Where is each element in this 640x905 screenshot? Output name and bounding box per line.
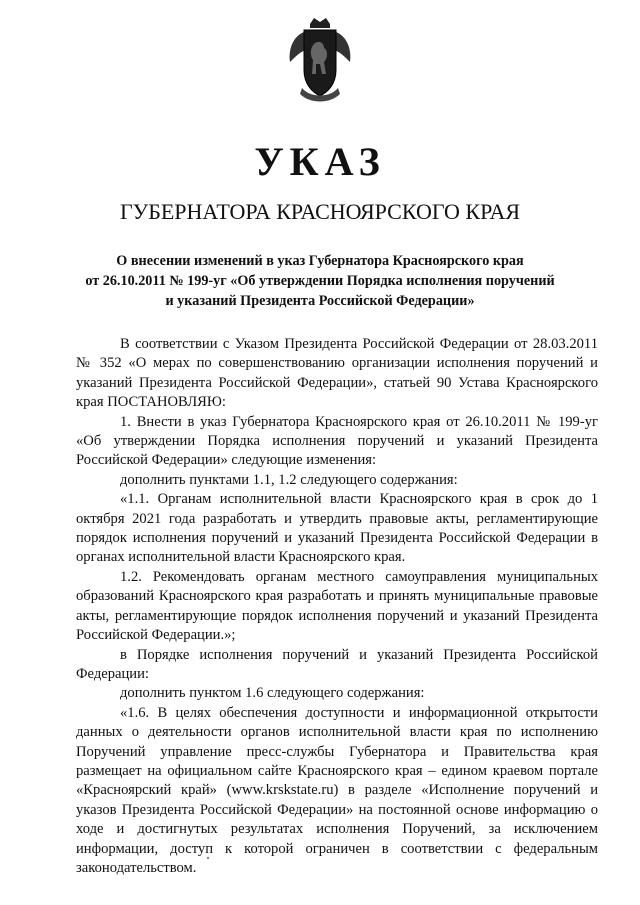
subject-line: и указаний Президента Российской Федерации» <box>165 293 475 309</box>
paragraph-amend-1: дополнить пунктами 1.1, 1.2 следующего содержания: <box>120 471 458 488</box>
subject-line: от 26.10.2011 № 199-уг «Об утверждении Порядка исполнения поручений <box>85 273 555 289</box>
issuer-title: ГУБЕРНАТОРА КРАСНОЯРСКОГО КРАЯ <box>119 199 521 224</box>
paragraph-item-1-1: «1.1. Органам исполнительной власти Красноярского края в срок до 1 октября 2021 года разработать и утвердить правовые акты, регламентирующие порядок исполнения поручений и указаний Президента Российской Федерации в органах исполнительной власти Красноярского края. <box>76 491 598 566</box>
document-body <box>76 335 598 878</box>
paragraph-amend-3: дополнить пунктом 1.6 следующего содержания: <box>120 685 425 702</box>
document-subject <box>60 251 580 311</box>
paragraph-item-1-6: «1.6. В целях обеспечения доступности и информационной открытости данных о деятельности органов исполнительной власти края по исполнению Поручений управление пресс-службы Губернатора и Правительства края размещает на официальном сайте Красноярского края – едином краевом портале «Красноярский край» (www.krskstate.ru) в разделе «Исполнение поручений и указов Президента Российской Федерации» на постоянной основе информацию о ходе и достигнутых результатах исполнения Поручений, за исключением информации, доступ к которой ограничен в соответствии с федеральным законодательством. <box>76 704 598 876</box>
paragraph-item-1: 1. Внести в указ Губернатора Красноярского края от 26.10.2011 № 199-уг «Об утверждении Порядка исполнения поручений и указаний Президента Российской Федерации» следующие изменения: <box>76 413 598 469</box>
document-type-title: УКАЗ <box>254 139 386 184</box>
paragraph-preamble: В соответствии с Указом Президента Российской Федерации от 28.03.2011 № 352 «О мерах по совершенствованию организации исполнения поручений и указаний Президента Российской Федерации», статьей 90 Устава Красноярского края ПОСТАНОВЛЯЮ: <box>76 336 598 411</box>
scan-speck <box>207 857 209 859</box>
coat-of-arms-icon <box>286 18 354 104</box>
paragraph-amend-2: в Порядке исполнения поручений и указаний Президента Российской Федерации: <box>76 646 598 682</box>
subject-line: О внесении изменений в указ Губернатора Красноярского края <box>116 253 524 269</box>
paragraph-item-1-2: 1.2. Рекомендовать органам местного самоуправления муниципальных образований Красноярского края разработать и принять муниципальные правовые акты, регламентирующие порядок исполнения поручений и указаний Президента Российской Федерации.»; <box>76 568 598 644</box>
